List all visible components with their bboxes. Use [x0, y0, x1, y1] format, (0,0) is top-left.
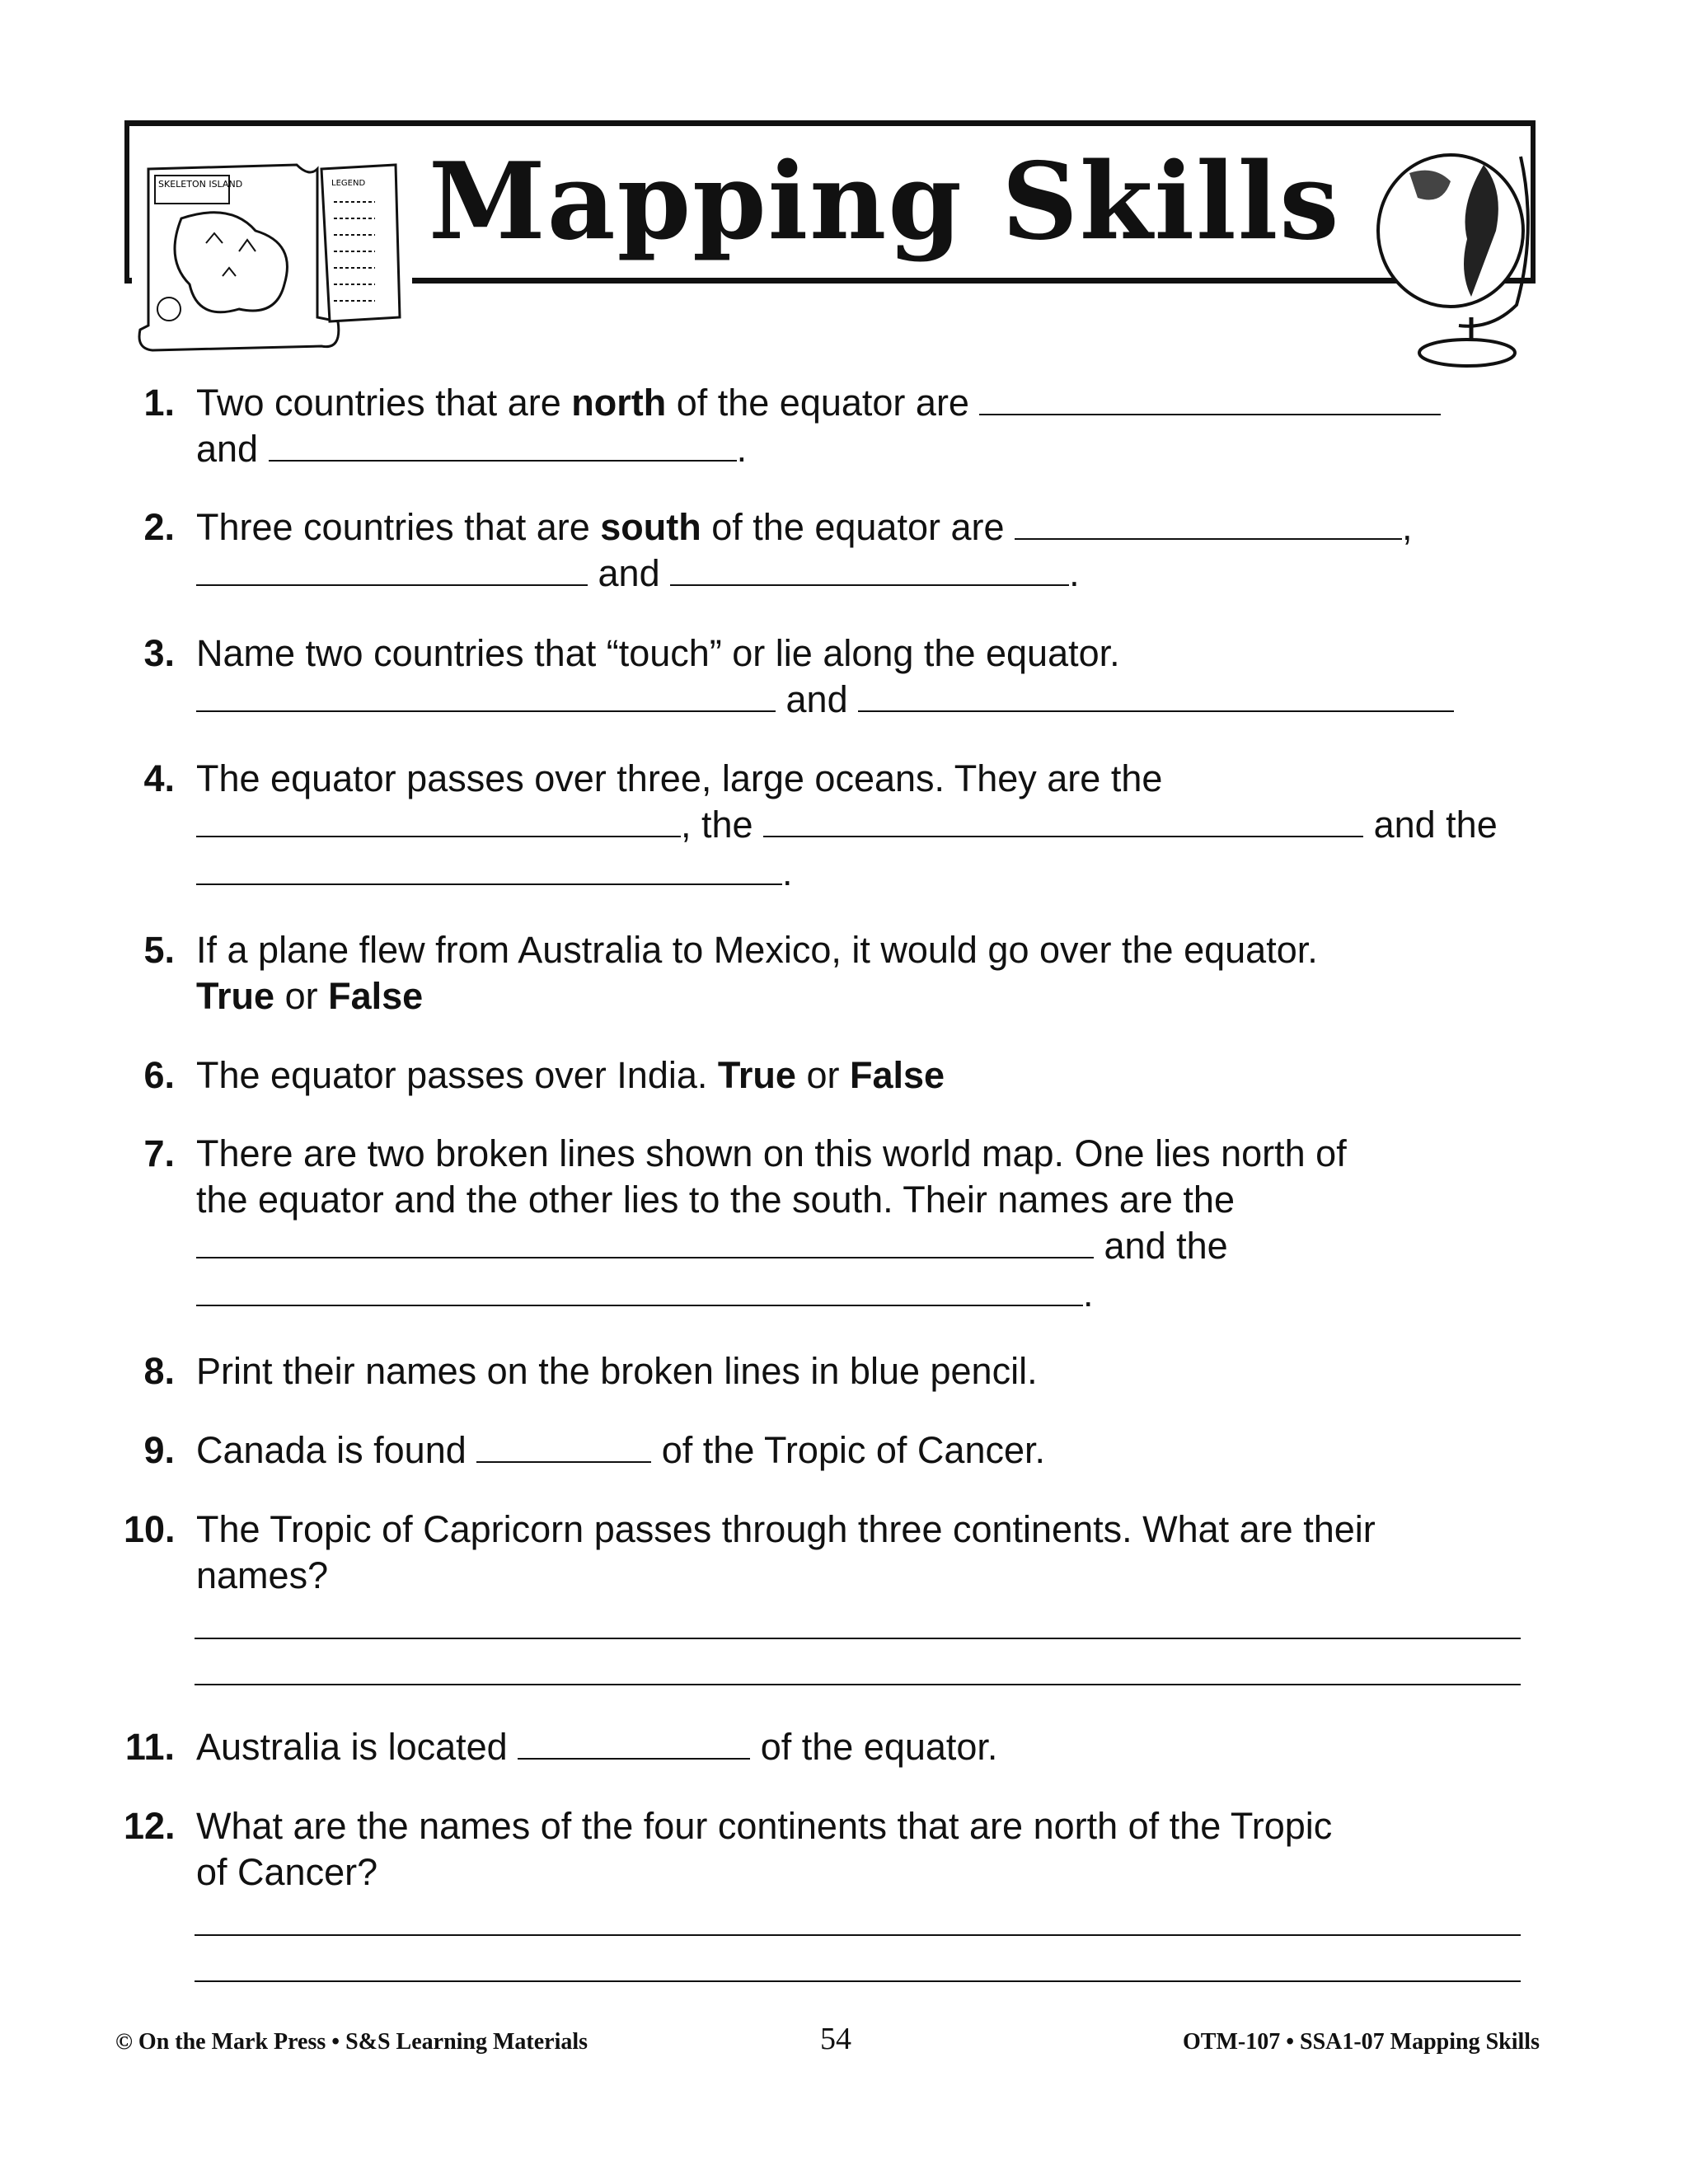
question-number: 1. [143, 382, 175, 424]
question-text: the equator and the other lies to the south. Their names are the [196, 1179, 1235, 1221]
answer-line[interactable] [195, 1638, 1521, 1639]
question-text: of the Tropic of Cancer. [651, 1429, 1046, 1471]
question-text: The equator passes over India. [196, 1054, 718, 1096]
answer-blank[interactable] [196, 677, 776, 712]
answer-blank[interactable] [196, 851, 782, 885]
question-number: 9. [143, 1429, 175, 1471]
answer-line[interactable] [195, 1684, 1521, 1685]
or-label: or [806, 1054, 840, 1096]
question-text: Print their names on the broken lines in blue pencil. [196, 1350, 1038, 1392]
question-text: Two countries that are [196, 382, 572, 424]
question-text: of Cancer? [196, 1851, 378, 1893]
or-label: or [284, 975, 318, 1017]
page-number: 54 [820, 2022, 851, 2056]
question-number: 12. [124, 1805, 176, 1847]
answer-blank[interactable] [196, 551, 588, 586]
question-text: The equator passes over three, large oceans. They are the [196, 757, 1163, 799]
question-text: of the equator. [750, 1726, 998, 1768]
answer-blank[interactable] [196, 1224, 1094, 1258]
connector: and [785, 678, 848, 720]
question-text: Canada is found [196, 1429, 477, 1471]
question-text: Australia is located [196, 1726, 518, 1768]
answer-blank[interactable] [858, 677, 1454, 712]
answer-line[interactable] [195, 1934, 1521, 1936]
question-text: If a plane flew from Australia to Mexico, it would go over the equator. [196, 929, 1318, 971]
question-text: The Tropic of Capricorn passes through three continents. What are their [196, 1508, 1376, 1550]
answer-blank[interactable] [979, 381, 1441, 415]
emphasis: south [600, 506, 701, 548]
question-number: 2. [143, 506, 175, 548]
question-number: 7. [143, 1132, 175, 1174]
question-number: 6. [143, 1054, 175, 1096]
connector: , the [681, 804, 753, 846]
answer-blank[interactable] [670, 551, 1069, 586]
page-title: Mapping Skills [429, 140, 1341, 264]
question-number: 11. [124, 1726, 175, 1768]
answer-blank[interactable] [476, 1428, 651, 1463]
treasure-map-illustration [132, 152, 412, 359]
question-text: There are two broken lines shown on this world map. One lies north of [196, 1132, 1347, 1174]
question-number: 5. [143, 929, 175, 971]
true-option[interactable]: True [196, 975, 275, 1017]
map-legend-label: LEGEND [331, 179, 366, 188]
punctuation: , [1402, 506, 1413, 548]
emphasis: north [571, 382, 667, 424]
globe-illustration [1360, 140, 1541, 371]
false-option[interactable]: False [328, 975, 424, 1017]
answer-blank[interactable] [196, 1272, 1083, 1306]
question-number: 8. [143, 1350, 175, 1392]
question-number: 3. [143, 632, 175, 674]
answer-blank[interactable] [196, 803, 681, 837]
footer-copyright: © On the Mark Press • S&S Learning Materials [115, 2029, 588, 2055]
question-text: names? [196, 1554, 329, 1596]
answer-line[interactable] [195, 1980, 1521, 1982]
connector: and the [1104, 1225, 1228, 1267]
connector: and [598, 552, 660, 594]
map-island-label: SKELETON ISLAND [158, 179, 243, 190]
answer-blank[interactable] [1015, 505, 1402, 540]
question-text: of the equator are [701, 506, 1005, 548]
question-text: What are the names of the four continents that are north of the Tropic [196, 1805, 1333, 1847]
footer-product-code: OTM-107 • SSA1-07 Mapping Skills [1182, 2029, 1540, 2055]
question-text: of the equator are [666, 382, 969, 424]
question-number: 10. [124, 1508, 176, 1550]
punctuation: . [782, 851, 793, 893]
connector: and [196, 428, 259, 470]
punctuation: . [1083, 1272, 1094, 1315]
connector: and the [1373, 804, 1498, 846]
punctuation: . [736, 428, 748, 470]
false-option[interactable]: False [849, 1054, 945, 1096]
punctuation: . [1069, 552, 1080, 594]
question-text: Name two countries that “touch” or lie along the equator. [196, 632, 1120, 674]
question-number: 4. [143, 757, 175, 799]
answer-blank[interactable] [518, 1725, 750, 1760]
answer-blank[interactable] [269, 427, 737, 462]
question-text: Three countries that are [196, 506, 601, 548]
true-option[interactable]: True [717, 1054, 796, 1096]
answer-blank[interactable] [763, 803, 1363, 837]
